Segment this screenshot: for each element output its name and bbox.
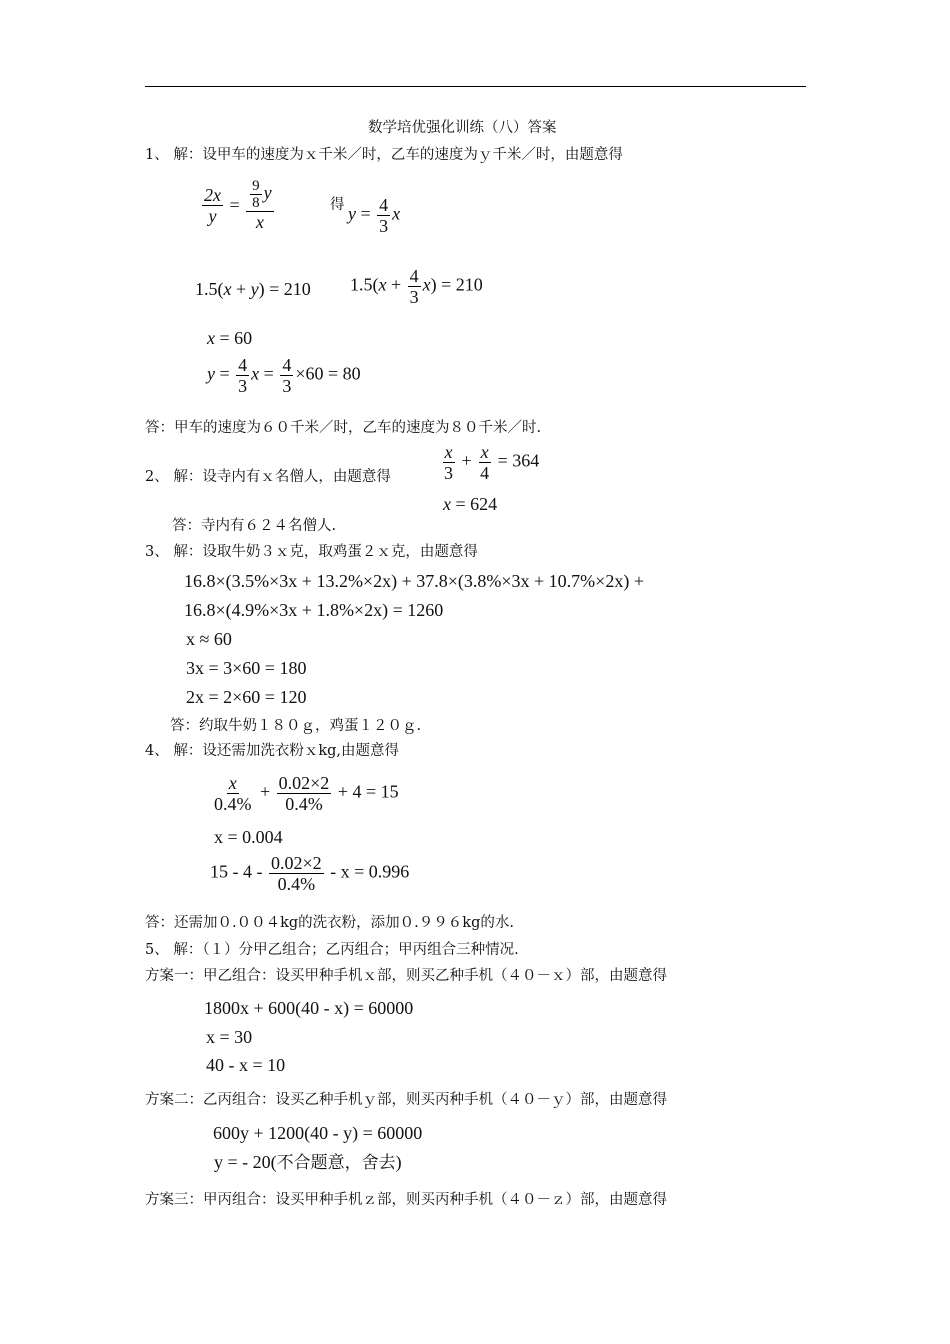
plan-3-text: 方案三：甲丙组合：设买甲种手机ｚ部，则买丙种手机（４０－ｚ）部，由题意得 (145, 1192, 667, 1208)
plan-2-text: 方案二：乙丙组合：设买乙种手机ｙ部，则买丙种手机（４０－ｙ）部，由题意得 (145, 1092, 667, 1108)
de-label: 得 (330, 197, 345, 213)
problem-2-intro: 2、 解：设寺内有ｘ名僧人，由题意得 (145, 469, 391, 485)
problem-5-intro: 5、 解：（１）分甲乙组合；乙丙组合；甲丙组合三种情况. (145, 942, 519, 958)
plan-1-eq1: 1800x + 600(40 - x) = 60000 (204, 998, 414, 1018)
problem-1-eq5: y = $\frac{4}{3}$ x = $\frac{4}{3}$ ×60 = 80 (207, 355, 361, 396)
page-title: 数学培优强化训练（八）答案 (368, 120, 557, 136)
problem-4-eq1: $\frac{x}{0.4\%}$ + $\frac{0.02\times 2}{0.4\%}$ + 4 = 15 (214, 773, 399, 814)
plan-1-text: 方案一：甲乙组合：设买甲种手机ｘ部，则买乙种手机（４０－ｘ）部，由题意得 (145, 968, 667, 984)
problem-3-eq2: 16.8×(4.9%×3x + 1.8%×2x) = 1260 (184, 600, 444, 620)
problem-4-intro: 4、 解：设还需加洗衣粉ｘkg,由题意得 (145, 743, 400, 759)
problem-1-eq2: y = $\frac{4}{3}$ x (348, 195, 401, 236)
eq1-rhs-den: x (255, 212, 264, 232)
problem-3-intro: 3、 解：设取牛奶３ｘ克，取鸡蛋２ｘ克，由题意得 (145, 544, 478, 560)
problem-1-eq1: $\frac{2x}{y}$ = $\frac{9}{8}$ y x (204, 178, 272, 232)
problem-3-eq1: 16.8×(3.5%×3x + 13.2%×2x) + 37.8×(3.8%×3x + 10.7%×2x) + (184, 571, 644, 591)
problem-3-eq5: 2x = 2×60 = 120 (186, 687, 307, 707)
plan-2-eq1: 600y + 1200(40 - y) = 60000 (213, 1123, 423, 1143)
problem-4-answer: 答：还需加０.００４kg的洗衣粉，添加０.９９６kg的水. (145, 915, 514, 931)
eq1-lhs-num: 2x (204, 184, 221, 205)
plan-1-eq3: 40 - x = 10 (206, 1055, 286, 1075)
problem-3-eq4: 3x = 3×60 = 180 (186, 658, 307, 678)
problem-1-eq4: x = 60 (207, 328, 253, 348)
header-rule (145, 86, 806, 87)
problem-1-intro: 1、 解：设甲车的速度为ｘ千米／时，乙车的速度为ｙ千米／时，由题意得 (145, 147, 623, 163)
problem-3-answer: 答：约取牛奶１８０ｇ，鸡蛋１２０ｇ. (170, 718, 422, 734)
problem-2-answer: 答：寺内有６２４名僧人. (172, 518, 337, 534)
problem-4-eq2: x = 0.004 (214, 827, 283, 847)
problem-1-answer: 答：甲车的速度为６０千米／时，乙车的速度为８０千米／时. (145, 420, 542, 436)
problem-3-eq3: x ≈ 60 (186, 629, 232, 649)
plan-2-eq2: y = - 20(不合题意，舍去) (214, 1152, 402, 1173)
eq1-lhs-den: y (208, 205, 217, 226)
problem-1-eq3b: 1.5(x + $\frac{4}{3}$ x) = 210 (350, 266, 483, 307)
eq1-rhs-num: $\frac{9}{8}$ y (246, 178, 274, 212)
plan-1-eq2: x = 30 (206, 1027, 253, 1047)
problem-2-eq1: $\frac{x}{3}$ + $\frac{x}{4}$ = 364 (444, 442, 540, 483)
problem-1-eq3a: 1.5(x + y) = 210 (195, 279, 311, 299)
problem-4-eq3: 15 - 4 - $\frac{0.02\times 2}{0.4\%}$ - x = 0.996 (210, 853, 410, 894)
problem-2-eq2: x = 624 (443, 494, 498, 514)
